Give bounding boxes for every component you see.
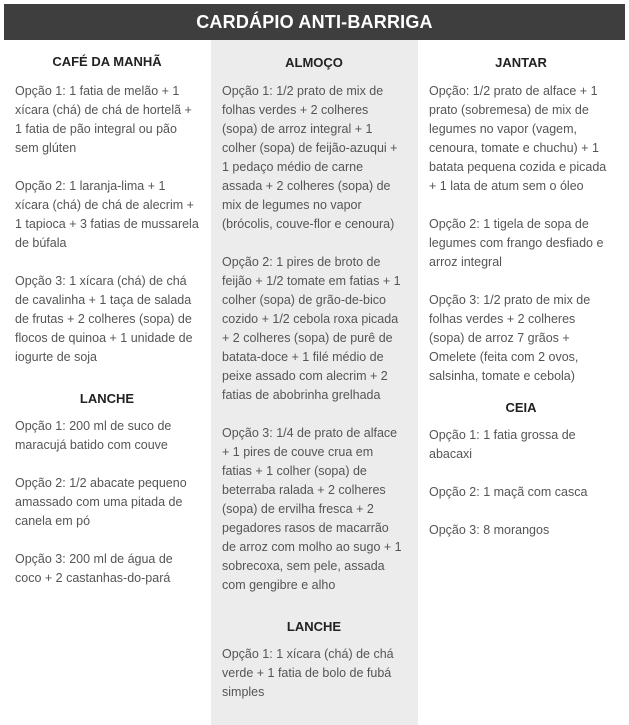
section-title-breakfast: CAFÉ DA MANHÃ	[52, 54, 162, 69]
menu-option: Opção 3: 1 xícara (chá) de chá de cavalinha + 1 taça de salada de frutas + 2 colheres (sopa) de flocos de quinoa + 1 unidade de iogurte de soja	[15, 274, 193, 364]
section-title-dinner: JANTAR	[495, 55, 547, 70]
menu-option: Opção 2: 1 laranja-lima + 1 xícara (chá) de chá de alecrim + 1 tapioca + 3 fatias de mussarela de búfala	[15, 179, 199, 250]
column-dinner-supper	[418, 40, 625, 725]
menu-option: Opção: 1/2 prato de alface + 1 prato (sobremesa) de mix de legumes no vapor (vagem, cenoura, tomate e chuchu) + 1 batata pequena cozida e picada + 1 lata de atum sem o óleo	[429, 84, 607, 193]
menu-option: Opção 3: 1/2 prato de mix de folhas verdes + 2 colheres (sopa) de arroz 7 grãos + Omelete (feita com 2 ovos, salsinha, tomate e cebola)	[429, 293, 591, 383]
menu-option: Opção 1: 1/2 prato de mix de folhas verdes + 2 colheres (sopa) de arroz integral + 1 colher (sopa) de feijão-azuqui + 1 pedaço médio de carne assada + 2 colheres (sopa) de mix de legumes no vapor (brócolis, couve-flor e cenoura)	[222, 84, 398, 231]
page-title: CARDÁPIO ANTI-BARRIGA	[4, 4, 625, 40]
menu-option: Opção 1: 1 xícara (chá) de chá verde + 1 fatia de bolo de fubá simples	[222, 647, 394, 699]
section-title-supper: CEIA	[505, 400, 537, 415]
column-lunch-snack	[211, 40, 418, 725]
menu-option: Opção 1: 1 fatia grossa de abacaxi	[429, 428, 576, 461]
menu-option: Opção 2: 1 pires de broto de feijão + 1/2 tomate em fatias + 1 colher (sopa) de grão-de-bico cozido + 1/2 cebola roxa picada + 2 colheres (sopa) de purê de batata-doce + 1 filé médio de peixe assado com alecrim + 2 fatias de abobrinha grelhada	[222, 255, 401, 402]
menu-option: Opção 3: 8 morangos	[429, 523, 550, 537]
menu-option: Opção 2: 1 tigela de sopa de legumes com frango desfiado e arroz integral	[429, 217, 604, 269]
menu-option: Opção 2: 1 maçã com casca	[429, 485, 588, 499]
section-title-snack: LANCHE	[79, 391, 135, 406]
menu-option: Opção 1: 200 ml de suco de maracujá batido com couve	[15, 419, 172, 452]
column-breakfast-snack	[4, 40, 211, 725]
menu-option: Opção 3: 200 ml de água de coco + 2 castanhas-do-pará	[15, 552, 173, 585]
menu-option: Opção 1: 1 fatia de melão + 1 xícara (chá) de chá de hortelã + 1 fatia de pão integral ou pão sem glúten	[15, 84, 192, 155]
menu-option: Opção 2: 1/2 abacate pequeno amassado com uma pitada de canela em pó	[15, 476, 187, 528]
menu-option: Opção 3: 1/4 de prato de alface + 1 pires de couve crua em fatias + 1 colher (sopa) de beterraba ralada + 2 colheres (sopa) de ervilha fresca + 2 pegadores rasos de macarrão de arroz com molho ao sugo + 1 sobrecoxa, sem pele, assada com gengibre e alho	[222, 426, 402, 592]
section-title-snack: LANCHE	[286, 619, 342, 634]
section-title-lunch: ALMOÇO	[285, 55, 343, 70]
